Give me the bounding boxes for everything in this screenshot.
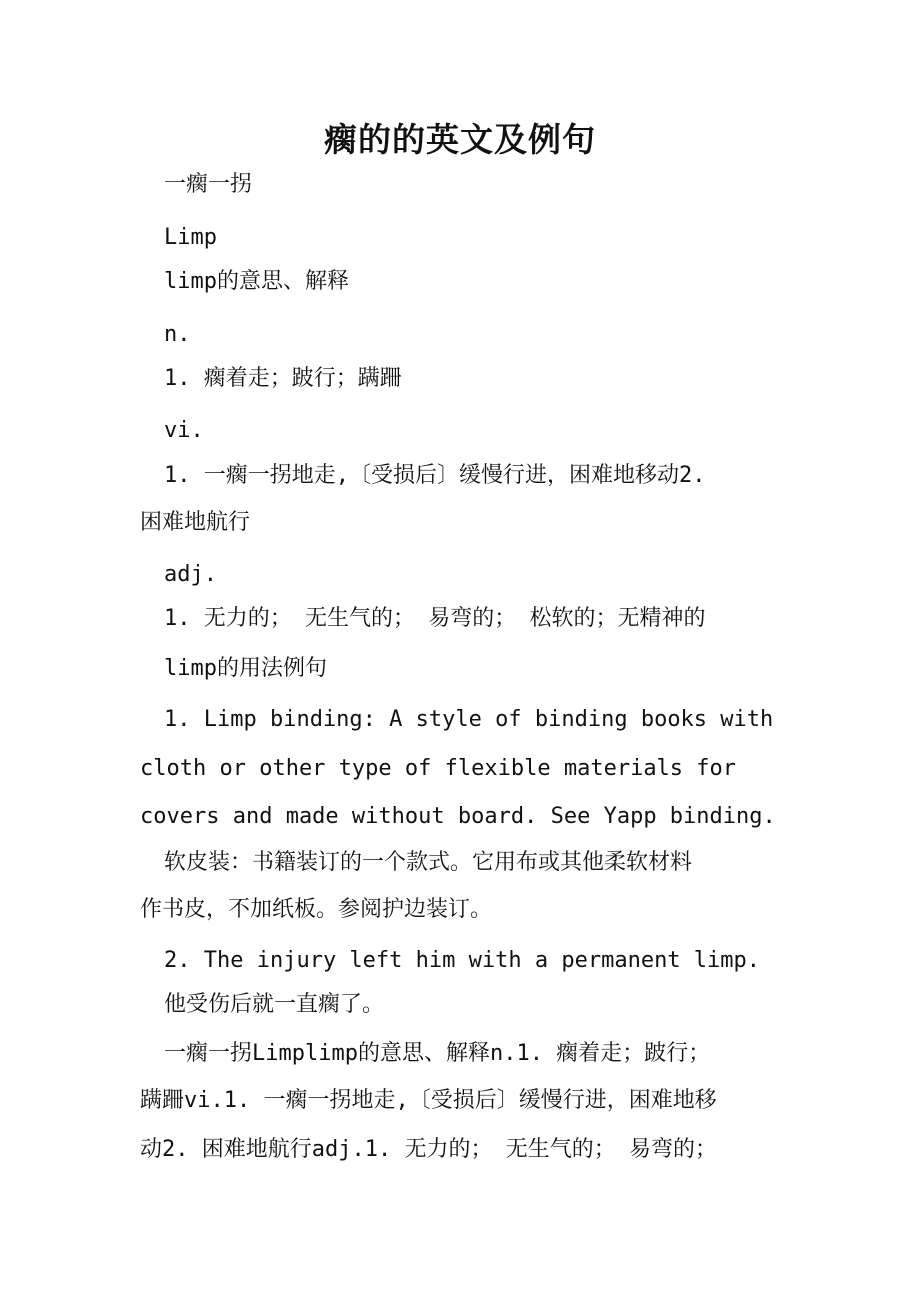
text-line: adj. <box>164 562 217 587</box>
text-line: cloth or other type of flexible materials for <box>140 756 737 781</box>
text-line: 1. 一瘸一拐地走,〔受损后〕缓慢行进，困难地移动2. <box>164 463 706 488</box>
text-line: 软皮装：书籍装订的一个款式。它用布或其他柔软材料 <box>164 850 693 875</box>
document-title: 瘸的的英文及例句 <box>324 120 596 159</box>
text-line: 动2. 困难地航行adj.1. 无力的； 无生气的； 易弯的； <box>140 1137 717 1162</box>
text-line: 1. 无力的； 无生气的； 易弯的； 松软的；无精神的 <box>164 606 706 631</box>
text-line: 他受伤后就一直瘸了。 <box>164 992 385 1017</box>
text-line: n. <box>164 322 191 347</box>
text-line: 1. Limp binding: A style of binding books with <box>164 707 774 732</box>
text-line: Limp <box>164 225 217 250</box>
text-line: 困难地航行 <box>140 510 251 535</box>
text-line: limp的用法例句 <box>164 656 327 681</box>
text-line: 一瘸一拐 <box>164 172 253 197</box>
text-line: 蹒跚vi.1. 一瘸一拐地走,〔受损后〕缓慢行进，困难地移 <box>140 1088 717 1113</box>
text-line: 2. The injury left him with a permanent limp. <box>164 948 761 973</box>
text-line: 1. 瘸着走；跛行；蹒跚 <box>164 366 402 391</box>
text-line: vi. <box>164 418 204 443</box>
text-line: limp的意思、解释 <box>164 269 349 294</box>
text-line: 作书皮，不加纸板。参阅护边装订。 <box>140 897 493 922</box>
text-line: 一瘸一拐Limplimp的意思、解释n.1. 瘸着走；跛行； <box>164 1041 711 1066</box>
text-line: covers and made without board. See Yapp binding. <box>140 804 776 829</box>
